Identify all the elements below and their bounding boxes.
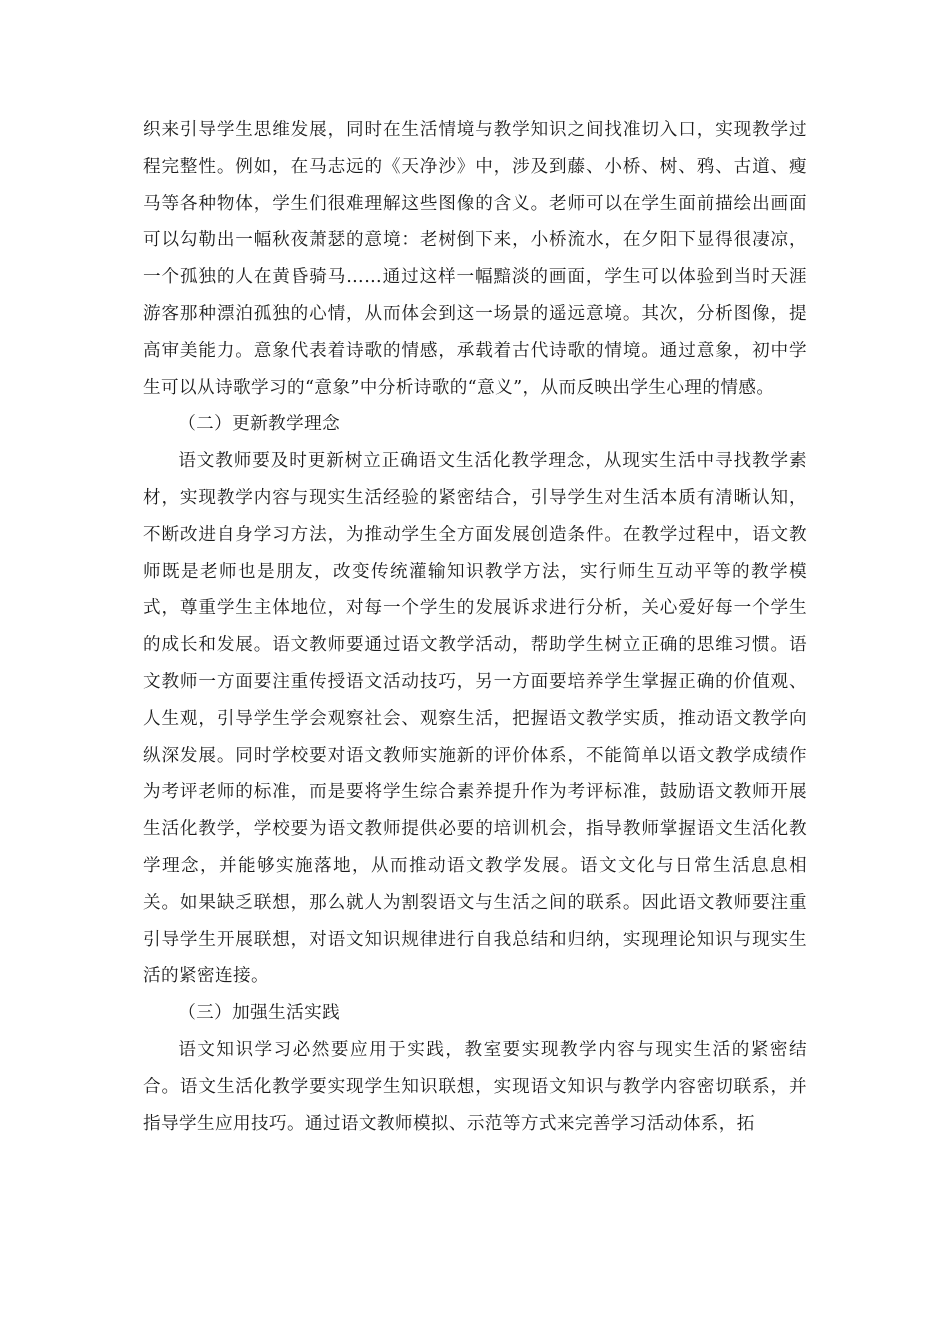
document-page [143,112,807,1142]
body-paragraph-section-3: 语文知识学习必然要应用于实践，教室要实现教学内容与现实生活的紧密结合。语文生活化教学要实现学生知识联想，实现语文知识与教学内容密切联系，并指导学生应用技巧。通过语文教师模拟、示范等方式来完善学习活动体系，拓 [143,1039,807,1134]
body-paragraph-section-2: 语文教师要及时更新树立正确语文生活化教学理念，从现实生活中寻找教学素材，实现教学内容与现实生活经验的紧密结合，引导学生对生活本质有清晰认知，不断改进自身学习方法，为推动学生全方面发展创造条件。在教学过程中，语文教师既是老师也是朋友，改变传统灌输知识教学方法，实行师生互动平等的教学模式，尊重学生主体地位，对每一个学生的发展诉求进行分析，关心爱好每一个学生的成长和发展。语文教师要通过语文教学活动，帮助学生树立正确的思维习惯。语文教师一方面要注重传授语文活动技巧，另一方面要培养学生掌握正确的价值观、人生观，引导学生学会观察社会、观察生活，把握语文教学实质，推动语文教学向纵深发展。同时学校要对语文教师实施新的评价体系，不能简单以语文教学成绩作为考评老师的标准，而是要将学生综合素养提升作为考评标准，鼓励语文教师开展生活化教学，学校要为语文教师提供必要的培训机会，指导教师掌握语文生活化教学理念，并能够实施落地，从而推动语文教学发展。语文文化与日常生活息息相关。如果缺乏联想，那么就人为割裂语文与生活之间的联系。因此语文教师要注重引导学生开展联想，对语文知识规律进行自我总结和归纳，实现理论知识与现实生活的紧密连接。 [143,451,807,987]
body-paragraph-continued: 织来引导学生思维发展，同时在生活情境与教学知识之间找准切入口，实现教学过程完整性。例如，在马志远的《天净沙》中，涉及到藤、小桥、树、鸦、古道、瘦马等各种物体，学生们很难理解这些图像的含义。老师可以在学生面前描绘出画面可以勾勒出一幅秋夜萧瑟的意境：老树倒下来，小桥流水，在夕阳下显得很凄凉，一个孤独的人在黄昏骑马……通过这样一幅黯淡的画面，学生可以体验到当时天涯游客那种漂泊孤独的心情，从而体会到这一场景的遥远意境。其次，分析图像，提高审美能力。意象代表着诗歌的情感，承载着古代诗歌的情境。通过意象，初中学生可以从诗歌学习的“意象”中分析诗歌的“意义”，从而反映出学生心理的情感。 [143,120,807,398]
section-heading-3: （三）加强生活实践 [178,1003,341,1024]
section-heading-2: （二）更新教学理念 [178,414,341,435]
